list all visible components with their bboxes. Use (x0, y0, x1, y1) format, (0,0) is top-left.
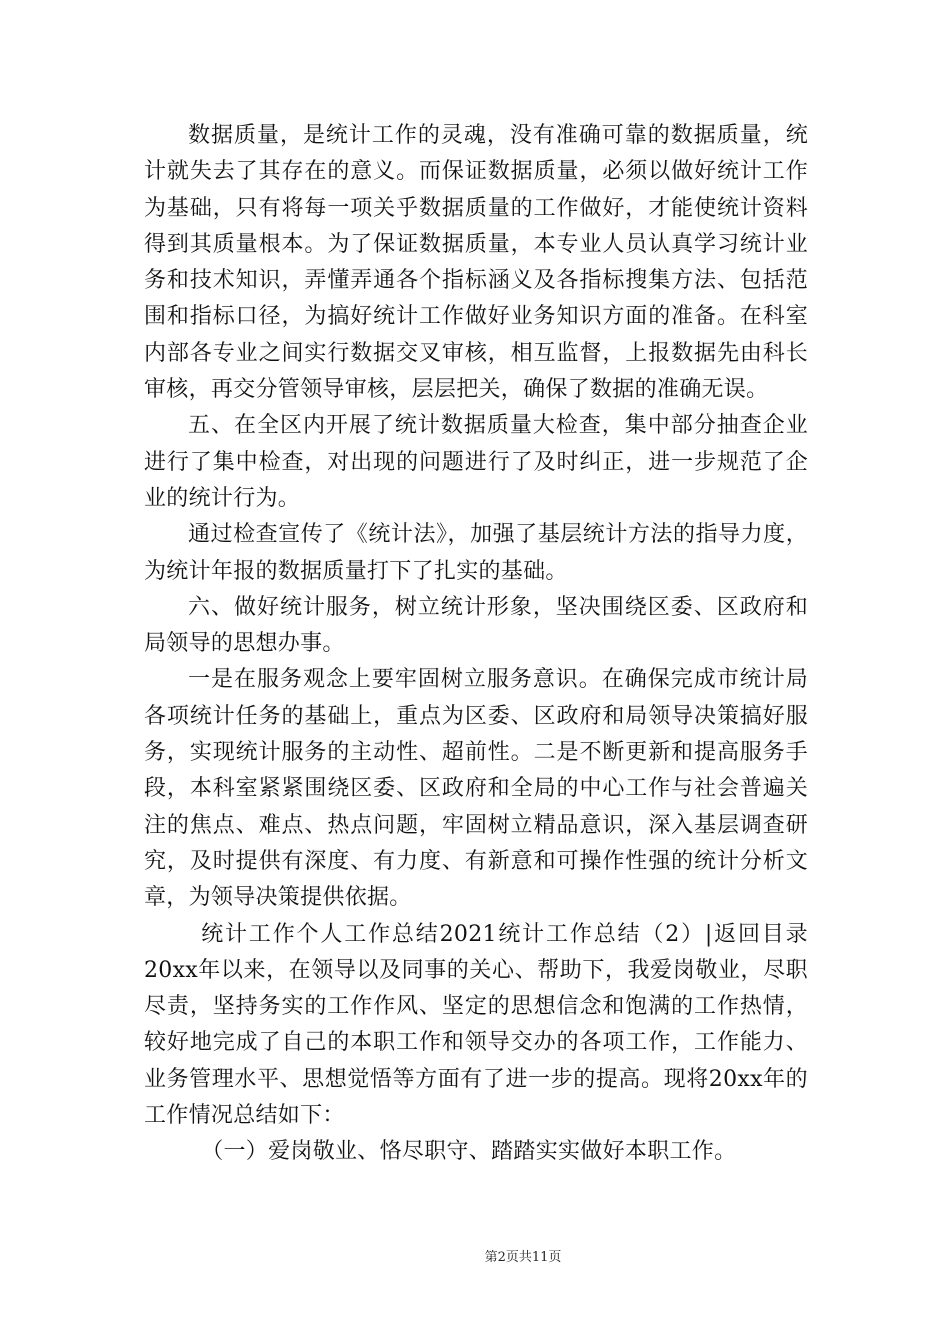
document-body (144, 118, 808, 1171)
paragraph-summary-2021: 统计工作个人工作总结2021统计工作总结（2）|返回目录20xx年以来，在领导以及同事的关心、帮助下，我爱岗敬业，尽职尽责，坚持务实的工作作风、坚定的思想信念和饱满的工作热情，较好地完成了自己的本职工作和领导交办的各项工作，工作能力、业务管理水平、思想觉悟等方面有了进一步的提高。现将20xx年的工作情况总结如下： (144, 921, 808, 1129)
paragraph-data-quality: 数据质量，是统计工作的灵魂，没有准确可靠的数据质量，统计就失去了其存在的意义。而保证数据质量，必须以做好统计工作为基础，只有将每一项关乎数据质量的工作做好，才能使统计资料得到其质量根本。为了保证数据质量，本专业人员认真学习统计业务和技术知识，弄懂弄通各个指标涵义及各指标搜集方法、包括范围和指标口径，为搞好统计工作做好业务知识方面的准备。在科室内部各专业之间实行数据交叉审核，相互监督，上报数据先由科长审核，再交分管领导审核，层层把关，确保了数据的准确无误。 (144, 123, 808, 403)
paragraph-section-six: 六、做好统计服务，树立统计形象，坚决围绕区委、区政府和局领导的思想办事。 (144, 594, 808, 657)
paragraph-section-five: 五、在全区内开展了统计数据质量大检查，集中部分抽查企业进行了集中检查，对出现的问题进行了及时纠正，进一步规范了企业的统计行为。 (144, 413, 808, 511)
paragraph-service-awareness: 一是在服务观念上要牢固树立服务意识。在确保完成市统计局各项统计任务的基础上，重点为区委、区政府和局领导决策搞好服务，实现统计服务的主动性、超前性。二是不断更新和提高服务手段，本科室紧紧围绕区委、区政府和全局的中心工作与社会普遍关注的焦点、难点、热点问题，牢固树立精品意识，深入基层调查研究，及时提供有深度、有力度、有新意和可操作性强的统计分析文章，为领导决策提供依据。 (144, 667, 808, 911)
page-number-footer: 第2页共11页 (484, 1250, 562, 1265)
paragraph-statistics-law: 通过检查宣传了《统计法》，加强了基层统计方法的指导力度，为统计年报的数据质量打下了扎实的基础。 (144, 522, 808, 584)
paragraph-subsection-one: （一）爱岗敬业、恪尽职守、踏踏实实做好本职工作。 (201, 1139, 737, 1165)
